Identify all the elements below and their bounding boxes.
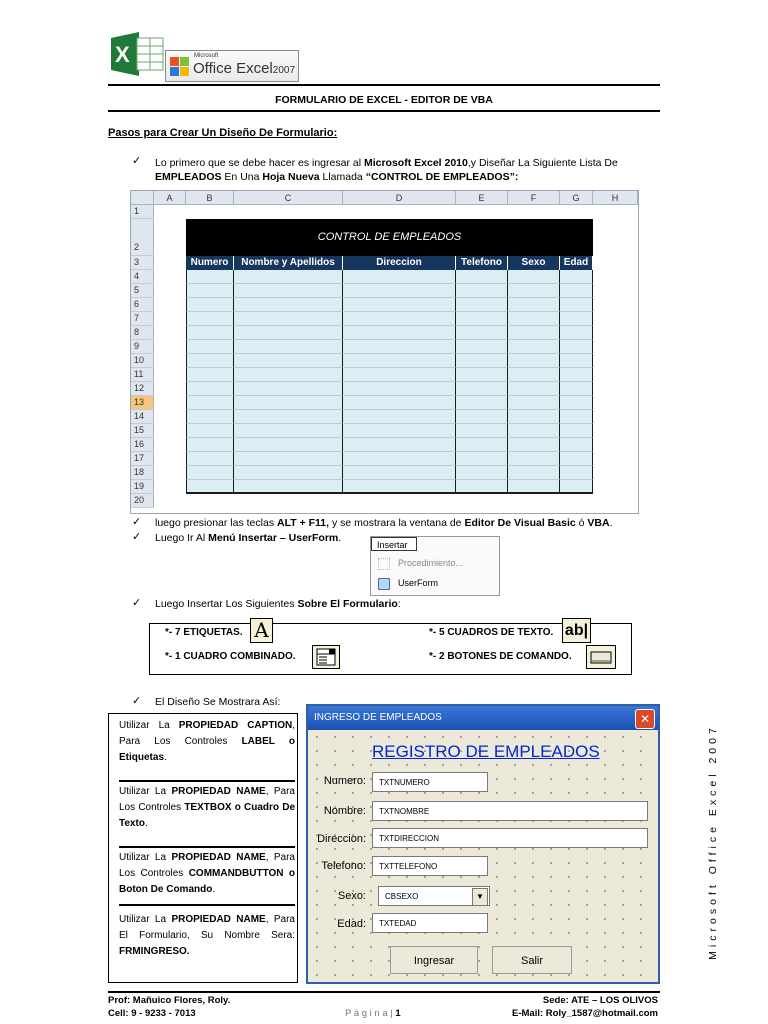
label-tool-icon: A [250, 618, 273, 643]
input-numero[interactable]: TXTNUMERO [372, 772, 488, 792]
table-cell[interactable] [508, 466, 560, 480]
input-telefono[interactable]: TXTTELEFONO [372, 856, 488, 876]
column-header-h[interactable]: H [593, 191, 638, 205]
table-cell[interactable] [343, 438, 456, 452]
table-cell[interactable] [186, 368, 234, 382]
brand-year: 2007 [272, 65, 296, 76]
row-header-12[interactable]: 12 [131, 382, 154, 396]
table-title: CONTROL DE EMPLEADOS [317, 231, 462, 243]
table-cell[interactable] [186, 424, 234, 438]
table-cell[interactable] [560, 354, 593, 368]
row-header-14[interactable]: 14 [131, 410, 154, 424]
table-cell[interactable] [343, 466, 456, 480]
column-header-d[interactable]: D [343, 191, 456, 205]
tips-box [108, 713, 298, 983]
menu-insertar[interactable]: Insertar [371, 537, 417, 551]
column-header-g[interactable]: G [560, 191, 593, 205]
table-cell[interactable] [343, 480, 456, 494]
brand-microsoft: Microsoft [194, 53, 219, 59]
table-cell[interactable] [343, 340, 456, 354]
divider [108, 84, 660, 86]
table-title-band [186, 219, 593, 256]
table-cell[interactable] [234, 326, 343, 340]
side-brand-text: Microsoft Office Excel 2007 [707, 724, 719, 960]
table-cell[interactable] [508, 284, 560, 298]
table-cell[interactable] [508, 396, 560, 410]
table-header-cell[interactable]: Sexo [508, 256, 560, 270]
row-header-2[interactable]: 2 [131, 219, 154, 256]
table-header-cell[interactable]: Telefono [456, 256, 508, 270]
table-cell[interactable] [343, 298, 456, 312]
label-edad: Edad: [337, 918, 366, 930]
brand-office: Office Excel2007 [193, 60, 296, 77]
table-cell[interactable] [560, 312, 593, 326]
label-direccion: Direccion: [317, 833, 366, 845]
procedure-icon [378, 558, 390, 570]
label-telefono: Telefono: [321, 860, 366, 872]
input-nombre[interactable]: TXTNOMBRE [372, 801, 648, 821]
combobox-tool-icon [312, 645, 340, 669]
excel-logo-icon [107, 30, 165, 78]
table-cell[interactable] [456, 368, 508, 382]
table-cell[interactable] [456, 354, 508, 368]
menu-item-procedimiento[interactable]: Procedimiento... [374, 555, 494, 571]
row-header-19[interactable]: 19 [131, 480, 154, 494]
column-header-f[interactable]: F [508, 191, 560, 205]
table-cell[interactable] [343, 452, 456, 466]
table-cell[interactable] [456, 326, 508, 340]
table-cell[interactable] [186, 452, 234, 466]
table-cell[interactable] [508, 326, 560, 340]
footer-cell: Cell: 9 - 9233 - 7013 [108, 1008, 196, 1019]
row-header-17[interactable]: 17 [131, 452, 154, 466]
row-header-4[interactable]: 4 [131, 270, 154, 284]
table-cell[interactable] [508, 298, 560, 312]
svg-text:X: X [115, 42, 130, 67]
table-cell[interactable] [343, 326, 456, 340]
table-cell[interactable] [234, 424, 343, 438]
insert-menu [370, 536, 500, 596]
controls-combinado: *- 1 CUADRO COMBINADO. [165, 651, 296, 662]
step-2-text: luego presionar las teclas ALT + F11, y se mostrara la ventana de Editor De Visual Basic ó VBA. [155, 517, 613, 529]
table-cell[interactable] [456, 438, 508, 452]
row-header-10[interactable]: 10 [131, 354, 154, 368]
table-header-cell[interactable]: Numero [186, 256, 234, 270]
table-cell[interactable] [186, 326, 234, 340]
table-cell[interactable] [186, 298, 234, 312]
table-cell[interactable] [343, 382, 456, 396]
table-cell[interactable] [186, 480, 234, 494]
table-cell[interactable] [508, 354, 560, 368]
divider [108, 110, 660, 112]
label-sexo: Sexo: [337, 890, 366, 902]
controls-botones: *- 2 BOTONES DE COMANDO. [429, 651, 572, 662]
select-sexo[interactable] [378, 886, 490, 906]
table-cell[interactable] [343, 284, 456, 298]
table-cell[interactable] [560, 452, 593, 466]
table-cell[interactable] [234, 312, 343, 326]
table-cell[interactable] [560, 298, 593, 312]
table-cell[interactable] [560, 466, 593, 480]
row-header-18[interactable]: 18 [131, 466, 154, 480]
divider [119, 846, 295, 848]
tip-caption: Utilizar La PROPIEDAD CAPTION, Para Los Controles LABEL o Etiquetas. [119, 720, 295, 763]
menu-item-userform[interactable]: UserForm [374, 575, 494, 591]
table-cell[interactable] [186, 438, 234, 452]
row-header-3[interactable]: 3 [131, 256, 154, 270]
tip-commandbutton: Utilizar La PROPIEDAD NAME, Para Los Controles COMMANDBUTTON o Boton De Comando. [119, 852, 295, 895]
table-cell[interactable] [508, 452, 560, 466]
table-cell[interactable] [456, 424, 508, 438]
step-3-text: Luego Ir Al Menú Insertar – UserForm. [155, 532, 342, 544]
page-title: FORMULARIO DE EXCEL - EDITOR DE VBA [275, 94, 493, 106]
chevron-down-icon[interactable]: ▼ [472, 888, 488, 906]
tip-form-name: Utilizar La PROPIEDAD NAME, Para El Formulario, Su Nombre Sera: FRMINGRESO. [119, 914, 295, 957]
footer-sede: Sede: ATE – LOS OLIVOS [542, 995, 658, 1006]
column-header-c[interactable]: C [234, 191, 343, 205]
table-cell[interactable] [343, 424, 456, 438]
form-heading: REGISTRO DE EMPLEADOS [372, 742, 600, 761]
table-cell[interactable] [560, 396, 593, 410]
table-cell[interactable] [508, 368, 560, 382]
table-header-cell[interactable]: Direccion [343, 256, 456, 270]
check-icon: ✓ [132, 695, 142, 707]
userform-icon [378, 578, 390, 590]
table-cell[interactable] [508, 270, 560, 284]
table-cell[interactable] [234, 452, 343, 466]
table-cell[interactable] [508, 424, 560, 438]
table-cell[interactable] [456, 312, 508, 326]
table-cell[interactable] [186, 270, 234, 284]
table-cell[interactable] [234, 270, 343, 284]
step-4-text: Luego Insertar Los Siguientes Sobre El Formulario: [155, 598, 401, 610]
table-cell[interactable] [456, 298, 508, 312]
table-cell[interactable] [560, 424, 593, 438]
table-cell[interactable] [234, 382, 343, 396]
salir-button[interactable]: Salir [492, 946, 572, 974]
table-cell[interactable] [234, 466, 343, 480]
label-nombre: Nombre: [323, 805, 366, 817]
table-cell[interactable] [186, 340, 234, 354]
table-cell[interactable] [508, 410, 560, 424]
row-header-15[interactable]: 15 [131, 424, 154, 438]
table-cell[interactable] [234, 368, 343, 382]
section-title: Pasos para Crear Un Diseño De Formulario: [108, 127, 338, 139]
table-header-cell[interactable]: Nombre y Apellidos [234, 256, 343, 270]
table-cell[interactable] [186, 382, 234, 396]
table-cell[interactable] [343, 312, 456, 326]
divider [108, 991, 660, 993]
table-cell[interactable] [343, 368, 456, 382]
table-cell[interactable] [234, 284, 343, 298]
input-edad[interactable]: TXTEDAD [372, 913, 488, 933]
row-header-7[interactable]: 7 [131, 312, 154, 326]
table-cell[interactable] [456, 396, 508, 410]
ingresar-button[interactable]: Ingresar [390, 946, 478, 974]
column-header-a[interactable]: A [154, 191, 186, 205]
select-sexo-value: CBSEXO [385, 892, 419, 901]
table-cell[interactable] [234, 396, 343, 410]
table-cell[interactable] [560, 326, 593, 340]
office-logo [165, 50, 299, 82]
table-cell[interactable] [186, 466, 234, 480]
row-header-9[interactable]: 9 [131, 340, 154, 354]
table-cell[interactable] [560, 480, 593, 494]
table-cell[interactable] [343, 270, 456, 284]
divider [119, 904, 295, 906]
row-header-8[interactable]: 8 [131, 326, 154, 340]
row-header-11[interactable]: 11 [131, 368, 154, 382]
table-cell[interactable] [186, 410, 234, 424]
textbox-tool-icon: ab| [562, 618, 591, 643]
check-icon: ✓ [132, 155, 142, 167]
table-cell[interactable] [560, 368, 593, 382]
office-squares-icon [170, 57, 190, 77]
userform-title: INGRESO DE EMPLEADOS [308, 706, 658, 730]
controls-textos: *- 5 CUADROS DE TEXTO. [429, 627, 554, 638]
input-direccion[interactable]: TXTDIRECCION [372, 828, 648, 848]
table-cell[interactable] [508, 382, 560, 396]
spreadsheet [130, 190, 639, 514]
table-header-cell[interactable]: Edad [560, 256, 593, 270]
table-cell[interactable] [343, 396, 456, 410]
table-cell[interactable] [186, 396, 234, 410]
table-cell[interactable] [560, 438, 593, 452]
table-cell[interactable] [343, 354, 456, 368]
table-cell[interactable] [560, 284, 593, 298]
column-header-b[interactable]: B [186, 191, 234, 205]
table-cell[interactable] [234, 340, 343, 354]
userform-window [306, 704, 660, 984]
table-cell[interactable] [456, 410, 508, 424]
select-all-corner[interactable] [131, 191, 154, 205]
table-cell[interactable] [234, 438, 343, 452]
table-cell[interactable] [508, 480, 560, 494]
row-header-13[interactable]: 13 [131, 396, 154, 410]
check-icon: ✓ [132, 516, 142, 528]
column-header-e[interactable]: E [456, 191, 508, 205]
table-cell[interactable] [186, 284, 234, 298]
divider [119, 780, 295, 782]
row-header-1[interactable]: 1 [131, 205, 154, 219]
userform-body [308, 730, 658, 982]
table-cell[interactable] [456, 480, 508, 494]
check-icon: ✓ [132, 531, 142, 543]
label-numero: Numero: [323, 775, 366, 787]
tip-textbox: Utilizar La PROPIEDAD NAME, Para Los Controles TEXTBOX o Cuadro De Texto. [119, 786, 296, 829]
table-cell[interactable] [456, 452, 508, 466]
step-1-text: Lo primero que se debe hacer es ingresar al Microsoft Excel 2010,y Diseñar La Siguiente Lista De EMPLEADOS En Una Hoja Nueva Llamada “CONTROL DE EMPLEADOS”: [155, 157, 618, 183]
table-cell[interactable] [456, 382, 508, 396]
table-cell[interactable] [186, 312, 234, 326]
table-cell[interactable] [456, 284, 508, 298]
table-cell[interactable] [456, 466, 508, 480]
table-cell[interactable] [234, 354, 343, 368]
footer-email: E-Mail: Roly_1587@hotmail.com [512, 1008, 658, 1019]
table-cell[interactable] [508, 438, 560, 452]
controls-etiquetas: *- 7 ETIQUETAS. [165, 627, 243, 638]
table-cell[interactable] [560, 382, 593, 396]
table-cell[interactable] [186, 354, 234, 368]
commandbutton-tool-icon [586, 645, 616, 669]
table-cell[interactable] [508, 312, 560, 326]
footer-prof: Prof: Mañuico Flores, Roly. [108, 995, 231, 1006]
table-cell[interactable] [456, 340, 508, 354]
table-cell[interactable] [560, 340, 593, 354]
table-cell[interactable] [234, 298, 343, 312]
row-header-6[interactable]: 6 [131, 298, 154, 312]
page-number: P á g i n a | 1 [345, 1008, 401, 1019]
table-cell[interactable] [343, 410, 456, 424]
table-cell[interactable] [456, 270, 508, 284]
table-cell[interactable] [560, 270, 593, 284]
row-header-5[interactable]: 5 [131, 284, 154, 298]
table-cell[interactable] [508, 340, 560, 354]
table-cell[interactable] [234, 480, 343, 494]
close-icon[interactable]: ✕ [635, 709, 655, 729]
table-cell[interactable] [234, 410, 343, 424]
table-cell[interactable] [560, 410, 593, 424]
row-header-20[interactable]: 20 [131, 494, 154, 508]
step-5-text: El Diseño Se Mostrara Así: [155, 696, 281, 708]
check-icon: ✓ [132, 597, 142, 609]
row-header-16[interactable]: 16 [131, 438, 154, 452]
